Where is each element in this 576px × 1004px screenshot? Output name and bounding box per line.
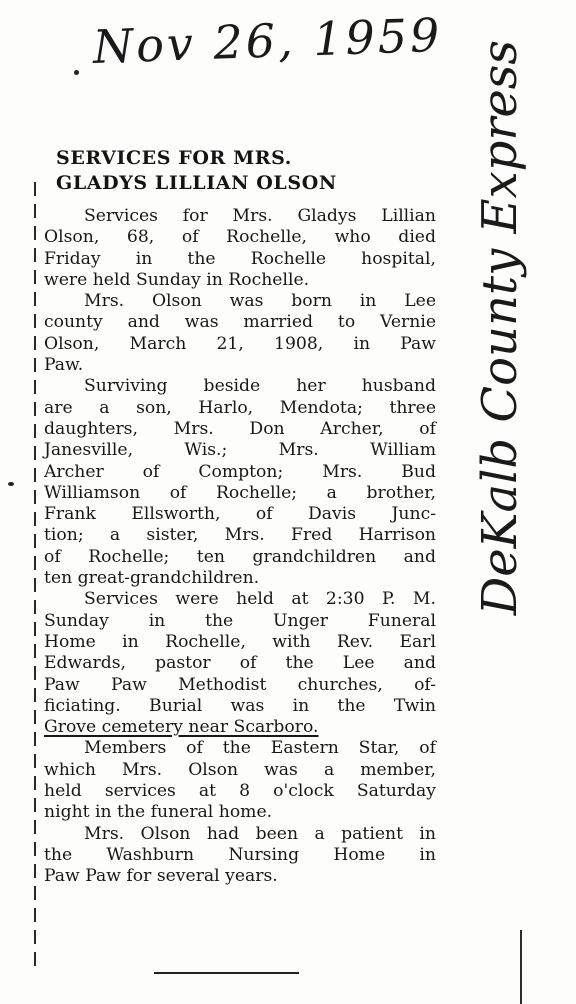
article-line: Williamson of Rochelle; a brother, (44, 482, 436, 503)
article-line: Olson, March 21, 1908, in Paw (44, 333, 436, 354)
article-paragraph (44, 824, 436, 888)
article-line: Paw Paw Methodist churches, of- (44, 674, 436, 695)
scan-edge-line (520, 930, 522, 1004)
article-line: the Washburn Nursing Home in (44, 844, 436, 865)
article-body (44, 206, 436, 888)
article-line: ten great-grandchildren. (44, 568, 260, 589)
article-line: held services at 8 o'clock Saturday (44, 781, 436, 802)
article-line: Friday in the Rochelle hospital, (44, 248, 436, 269)
article-line: Janesville, Wis.; Mrs. William (44, 440, 436, 461)
article-paragraph (44, 206, 436, 291)
article-line-underlined: Grove cemetery near Scarboro. (44, 717, 319, 738)
headline-line: GLADYS LILLIAN OLSON (56, 172, 337, 194)
article-line: Paw. (44, 355, 84, 376)
article-line: which Mrs. Olson was a member, (44, 759, 436, 780)
article-headline (56, 146, 337, 196)
article-paragraph (44, 589, 436, 738)
article-line: Mrs. Olson had been a patient in (84, 823, 436, 844)
end-of-article-rule (154, 972, 299, 974)
handwritten-source (468, 40, 528, 760)
article-line: Frank Ellsworth, of Davis Junc- (44, 504, 436, 525)
article-line: night in the funeral home. (44, 802, 273, 823)
article-line: Sunday in the Unger Funeral (44, 610, 436, 631)
article-line: tion; a sister, Mrs. Fred Harrison (44, 525, 436, 546)
clipping-edge (34, 182, 36, 972)
article-paragraph (44, 738, 436, 823)
ink-dot (8, 482, 14, 486)
article-line: of Rochelle; ten grandchildren and (44, 546, 436, 567)
article-line: Edwards, pastor of the Lee and (44, 653, 436, 674)
handwritten-source-text: DeKalb County Express (472, 40, 528, 616)
article-line: daughters, Mrs. Don Archer, of (44, 418, 436, 439)
article-line: Services for Mrs. Gladys Lillian (84, 206, 436, 226)
article-line: Surviving beside her husband (84, 376, 436, 397)
article-line: Services were held at 2:30 P. M. (84, 589, 436, 610)
article-line: are a son, Harlo, Mendota; three (44, 397, 436, 418)
article-line: Members of the Eastern Star, of (84, 738, 436, 759)
article-line: Paw Paw for several years. (44, 866, 278, 887)
article-line: Olson, 68, of Rochelle, who died (44, 227, 436, 248)
article-line: were held Sunday in Rochelle. (44, 269, 310, 290)
article-line: ficiating. Burial was in the Twin (44, 695, 436, 716)
article-line: Mrs. Olson was born in Lee (84, 291, 436, 312)
article-line: Archer of Compton; Mrs. Bud (44, 461, 436, 482)
ink-dot (74, 70, 79, 75)
handwritten-date: Nov 26, 1959 (92, 7, 444, 74)
article-paragraph (44, 291, 436, 376)
article-line: Home in Rochelle, with Rev. Earl (44, 631, 436, 652)
article-paragraph (44, 376, 436, 589)
article-line: county and was married to Vernie (44, 312, 436, 333)
newspaper-clipping (34, 140, 434, 960)
headline-line: SERVICES FOR MRS. (56, 147, 293, 169)
